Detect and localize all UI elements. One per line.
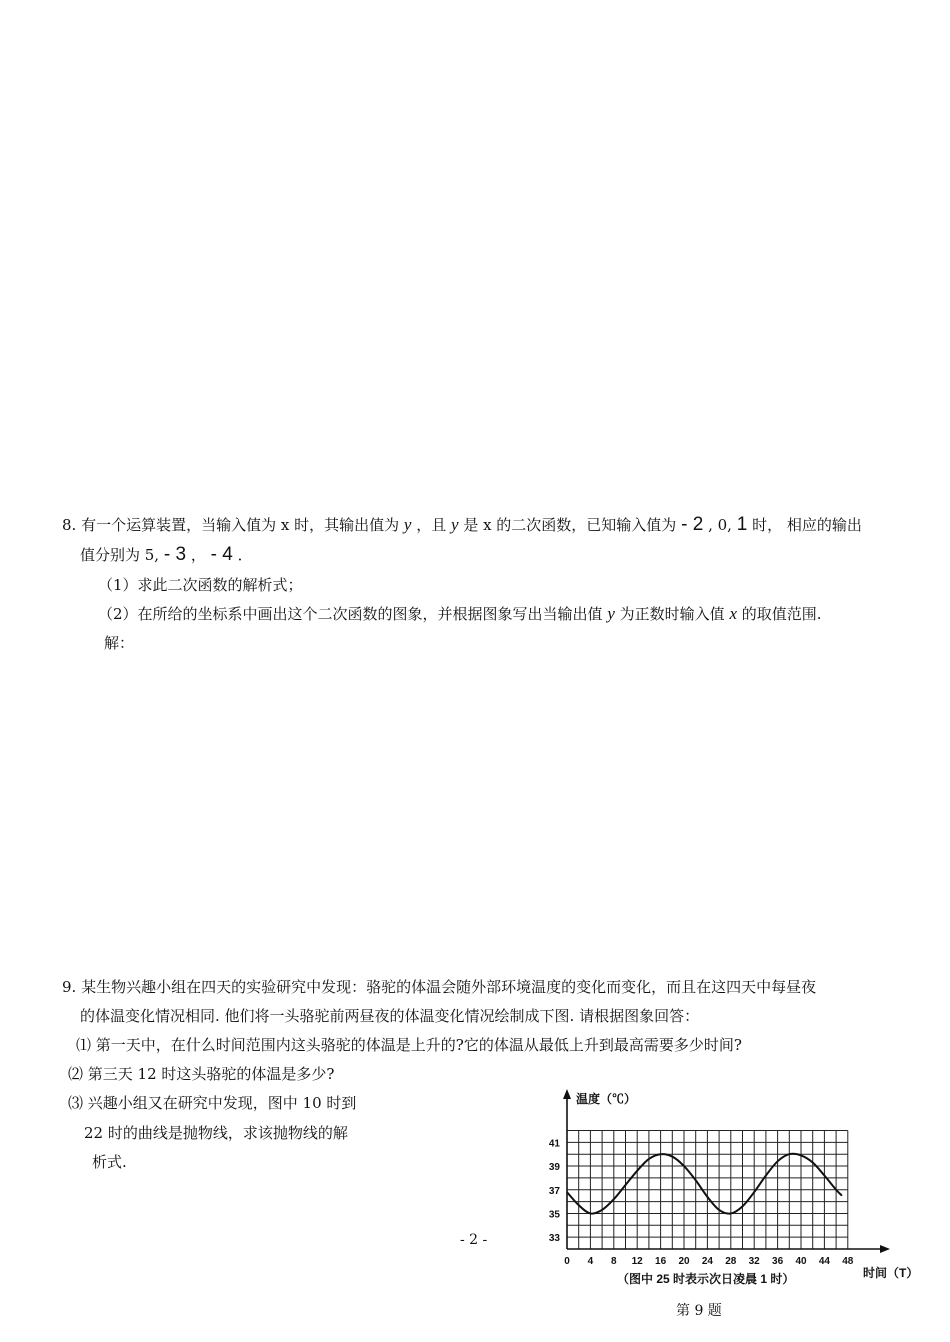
q8-text: 时， 相应的输出: [752, 516, 862, 534]
chart-axes: [563, 1089, 890, 1253]
x-tick-label: 48: [842, 1256, 854, 1267]
x-axis-arrow: [880, 1245, 890, 1253]
value-neg3: - 3: [163, 544, 187, 565]
q9-sub-1: ⑴ 第一天中，在什么时间范围内这头骆驼的体温是上升的?它的体温从最低上升到最高需要多少时间?: [76, 1036, 742, 1054]
q8-line-2: [80, 544, 253, 566]
q9-sub-2: ⑵ 第三天 12 时这头骆驼的体温是多少?: [68, 1065, 335, 1083]
var-y: y: [450, 515, 459, 534]
var-y: y: [403, 515, 412, 534]
q8-text: 的取值范围.: [741, 605, 822, 623]
x-tick-label: 8: [611, 1256, 617, 1267]
chart-ticks: [549, 1138, 854, 1267]
y-tick-label: 37: [548, 1185, 560, 1197]
q8-text: ，且: [416, 516, 447, 534]
q8-text: 为正数时输入值: [619, 605, 725, 623]
q8-text: , 0,: [708, 516, 732, 534]
x-tick-label: 32: [748, 1256, 760, 1267]
x-tick-label: 16: [655, 1256, 667, 1267]
y-tick-label: 39: [548, 1162, 560, 1174]
q8-answer-label: 解：: [104, 634, 135, 652]
temperature-chart: [540, 1085, 930, 1295]
page-number: - 2 -: [460, 1232, 488, 1248]
q8-text: （2）在所给的坐标系中画出这个二次函数的图象，并根据图象写出当输出值: [98, 605, 603, 623]
y-axis-arrow: [563, 1089, 571, 1099]
q8-text: 是 x 的二次函数，已知输入值为: [463, 516, 677, 534]
y-tick-label: 33: [548, 1233, 560, 1245]
q8-text: ．: [237, 546, 253, 564]
q8-part-2: [98, 603, 822, 625]
value-neg2: - 2: [681, 514, 704, 535]
x-tick-label: 44: [818, 1256, 830, 1267]
value-one: 1: [736, 514, 748, 535]
q9-line-1: 9. 某生物兴趣小组在四天的实验研究中发现：骆驼的体温会随外部环境温度的变化而变化，而且在这四天中每昼夜: [62, 978, 817, 996]
y-tick-label: 41: [548, 1138, 560, 1150]
q9-sub-3c: 析式.: [92, 1153, 127, 1171]
q8-text: 8. 有一个运算装置，当输入值为 x 时，其输出值为: [62, 516, 400, 534]
x-tick-label: 24: [701, 1256, 713, 1267]
x-tick-label: 12: [631, 1256, 643, 1267]
figure-caption: 第 9 题: [676, 1303, 722, 1319]
q8-line-1: [62, 514, 862, 536]
y-tick-label: 35: [548, 1209, 560, 1221]
q8-text: 值分别为 5,: [80, 546, 160, 564]
q9-sub-3b: 22 时的曲线是抛物线，求该抛物线的解: [84, 1124, 348, 1142]
var-x: x: [729, 604, 738, 623]
x-axis-label: 时间（T）: [863, 1266, 919, 1280]
chart-note: （图中 25 时表示次日凌晨 1 时）: [617, 1272, 795, 1286]
x-tick-label: 40: [795, 1256, 807, 1267]
x-tick-label: 0: [564, 1256, 570, 1267]
x-tick-label: 4: [587, 1256, 594, 1267]
y-axis-label: 温度（℃）: [576, 1092, 637, 1106]
x-tick-label: 20: [678, 1256, 690, 1267]
x-tick-label: 28: [725, 1256, 737, 1267]
var-y: y: [607, 604, 615, 623]
value-neg4: - 4: [210, 544, 233, 565]
q8-part-1: （1）求此二次函数的解析式；: [98, 576, 303, 594]
chart-grid: [567, 1131, 848, 1250]
q9-line-2: 的体温变化情况相同. 他们将一头骆驼前两昼夜的体温变化情况绘制成下图. 请根据图象回答：: [80, 1007, 700, 1025]
x-tick-label: 36: [772, 1256, 784, 1267]
q8-text: ，: [190, 546, 206, 564]
q9-sub-3a: ⑶ 兴趣小组又在研究中发现，图中 10 时到: [68, 1094, 357, 1112]
